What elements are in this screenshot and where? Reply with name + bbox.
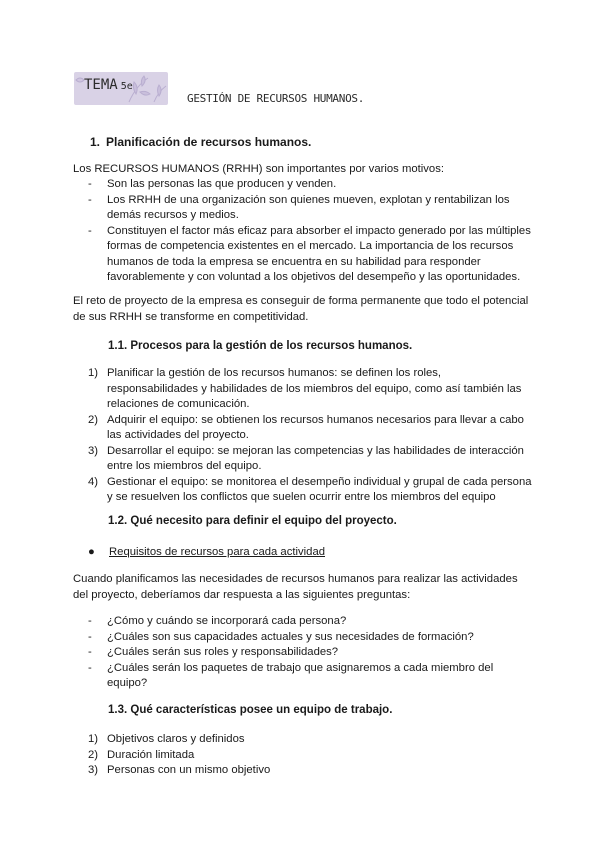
document-title: GESTIÓN DE RECURSOS HUMANOS. [187,92,365,105]
process-list [88,366,533,506]
section-heading-1-1: 1.1. Procesos para la gestión de los recursos humanos. [108,340,413,352]
section-heading-1: 1. Planificación de recursos humanos. [90,135,312,149]
banner-label: TEMA 5e [84,77,133,93]
section-heading-1-3: 1.3. Qué características posee un equipo de trabajo. [108,704,393,716]
header-banner [74,72,168,105]
list-item: - Son las personas las que producen y venden. [88,178,337,190]
list-item: - ¿Cómo y cuándo se incorporará cada persona? [88,615,347,627]
requirements-bullet: ● Requisitos de recursos para cada actividad [88,546,326,558]
planning-paragraph: Cuando planificamos las necesidades de recursos humanos para realizar las actividades del proyecto, deberíamos dar respuesta a las siguientes preguntas: [73,573,518,601]
list-item: 4) Gestionar el equipo: se monitorea el desempeño individual y grupal de cada persona y se resuelven los conflictos que suelen ocurrir entre los miembros del equipo [88,475,532,503]
list-item: - ¿Cuáles son sus capacidades actuales y sus necesidades de formación? [88,630,474,643]
list-item: 3) Personas con un mismo objetivo [88,764,271,776]
reasons-list [88,177,533,286]
list-item: 1) Objetivos claros y definidos [88,733,245,745]
list-item: 1) Planificar la gestión de los recursos humanos: se definen los roles, responsabilidades y habilidades de los miembros del equipo, como así también las relaciones de comunicación. [88,367,522,410]
list-item: - Constituyen el factor más eficaz para absorber el impacto generado por las múltiples formas de competencia existentes en el mercado. La importancia de los recursos humanos de toda la empresa se encuentra en su habilidad para responder favorablemente y con voluntad a los objetivos del desempeño y las oportunidades. [88,224,531,283]
list-item: 2) Adquirir el equipo: se obtienen los recursos humanos necesarios para llevar a cabo las actividades del proyecto. [88,413,524,441]
challenge-paragraph: El reto de proyecto de la empresa es conseguir de forma permanente que todo el potencial de sus RRHH se transforme en competitividad. [73,295,529,323]
questions-list [88,614,533,692]
intro-paragraph: Los RECURSOS HUMANOS (RRHH) son importantes por varios motivos: [73,163,445,175]
list-item: - Los RRHH de una organización son quienes mueven, explotan y rentabilizan los demás recursos y medios. [88,193,510,221]
list-item: - ¿Cuáles serán los paquetes de trabajo que asignaremos a cada miembro del equipo? [88,661,494,689]
list-item: 3) Desarrollar el equipo: se mejoran las competencias y las habilidades de interacción entre los miembros del equipo. [88,444,524,472]
list-item: - ¿Cuáles serán sus roles y responsabilidades? [88,646,339,658]
section-heading-1-2: 1.2. Qué necesito para definir el equipo del proyecto. [108,515,397,527]
requirements-link-text: Requisitos de recursos para cada actividad [109,546,326,558]
list-item: 2) Duración limitada [88,748,195,761]
characteristics-list [88,732,533,779]
